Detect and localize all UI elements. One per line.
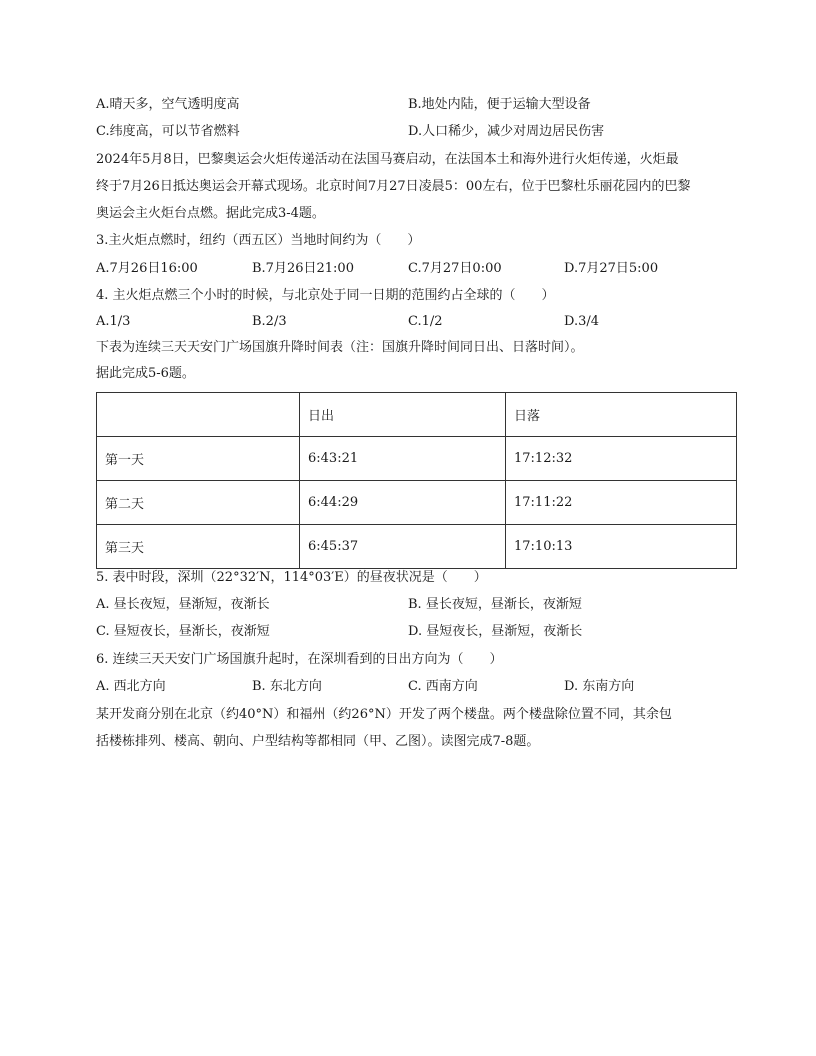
table-cell: 6:44:29 — [300, 481, 506, 525]
passage3-line-2: 括楼栋排列、楼高、朝向、户型结构等都相同（甲、乙图）。读图完成7-8题。 — [96, 734, 540, 749]
table-cell: 6:45:37 — [300, 525, 506, 569]
q3-option-c: C.7月27日0:00 — [408, 261, 502, 276]
q6-option-a: A. 西北方向 — [96, 679, 166, 694]
passage3-line-1: 某开发商分别在北京（约40°N）和福州（约26°N）开发了两个楼盘。两个楼盘除位置不同，其余包 — [96, 707, 672, 722]
passage2-line-2: 据此完成5-6题。 — [96, 366, 195, 381]
q3-option-a: A.7月26日16:00 — [96, 261, 198, 276]
table-header-cell — [97, 393, 300, 437]
q2-option-a: A.晴天多，空气透明度高 — [96, 97, 240, 112]
q6-option-b: B. 东北方向 — [252, 679, 322, 694]
q3-option-b: B.7月26日21:00 — [252, 261, 354, 276]
table-cell: 17:10:13 — [506, 525, 737, 569]
q5-stem: 5. 表中时段，深圳（22°32′N，114°03′E）的昼夜状况是（ ） — [96, 570, 487, 585]
table-header-row — [97, 393, 737, 437]
table-row — [97, 481, 737, 525]
q4-option-c: C.1/2 — [408, 314, 443, 329]
table-cell: 第三天 — [97, 525, 300, 569]
q4-option-a: A.1/3 — [96, 314, 131, 329]
table-header-cell: 日落 — [506, 393, 737, 437]
passage1-line-1: 2024年5月8日，巴黎奥运会火炬传递活动在法国马赛启动，在法国本土和海外进行火炬传递，火炬最 — [96, 152, 679, 167]
q5-option-a: A. 昼长夜短，昼渐短，夜渐长 — [96, 597, 270, 612]
flag-times-table — [96, 392, 737, 569]
q2-option-d: D.人口稀少，减少对周边居民伤害 — [408, 124, 605, 139]
table-cell: 6:43:21 — [300, 437, 506, 481]
q3-option-d: D.7月27日5:00 — [564, 261, 659, 276]
passage2-line-1: 下表为连续三天天安门广场国旗升降时间表（注：国旗升降时间同日出、日落时间）。 — [96, 340, 584, 355]
table-row — [97, 525, 737, 569]
q6-option-c: C. 西南方向 — [408, 679, 478, 694]
q4-option-d: D.3/4 — [564, 314, 600, 329]
q6-stem: 6. 连续三天天安门广场国旗升起时，在深圳看到的日出方向为（ ） — [96, 652, 503, 667]
q2-option-b: B.地处内陆，便于运输大型设备 — [408, 97, 591, 112]
table-cell: 17:12:32 — [506, 437, 737, 481]
q4-option-b: B.2/3 — [252, 314, 287, 329]
table-cell: 17:11:22 — [506, 481, 737, 525]
q2-option-c: C.纬度高，可以节省燃料 — [96, 124, 240, 139]
q5-option-d: D. 昼短夜长，昼渐短，夜渐长 — [408, 624, 583, 639]
q4-stem: 4. 主火炬点燃三个小时的时候，与北京处于同一日期的范围约占全球的（ ） — [96, 288, 555, 303]
table-cell: 第一天 — [97, 437, 300, 481]
passage1-line-3: 奥运会主火炬台点燃。据此完成3-4题。 — [96, 206, 325, 221]
q5-option-c: C. 昼短夜长，昼渐长，夜渐短 — [96, 624, 270, 639]
table-row — [97, 437, 737, 481]
q3-stem: 3.主火炬点燃时，纽约（西五区）当地时间约为（ ） — [96, 233, 421, 248]
q6-option-d: D. 东南方向 — [564, 679, 635, 694]
passage1-line-2: 终于7月26日抵达奥运会开幕式现场。北京时间7月27日凌晨5：00左右，位于巴黎杜乐丽花园内的巴黎 — [96, 179, 691, 194]
table-header-cell: 日出 — [300, 393, 506, 437]
q5-option-b: B. 昼长夜短，昼渐长，夜渐短 — [408, 597, 582, 612]
table-cell: 第二天 — [97, 481, 300, 525]
